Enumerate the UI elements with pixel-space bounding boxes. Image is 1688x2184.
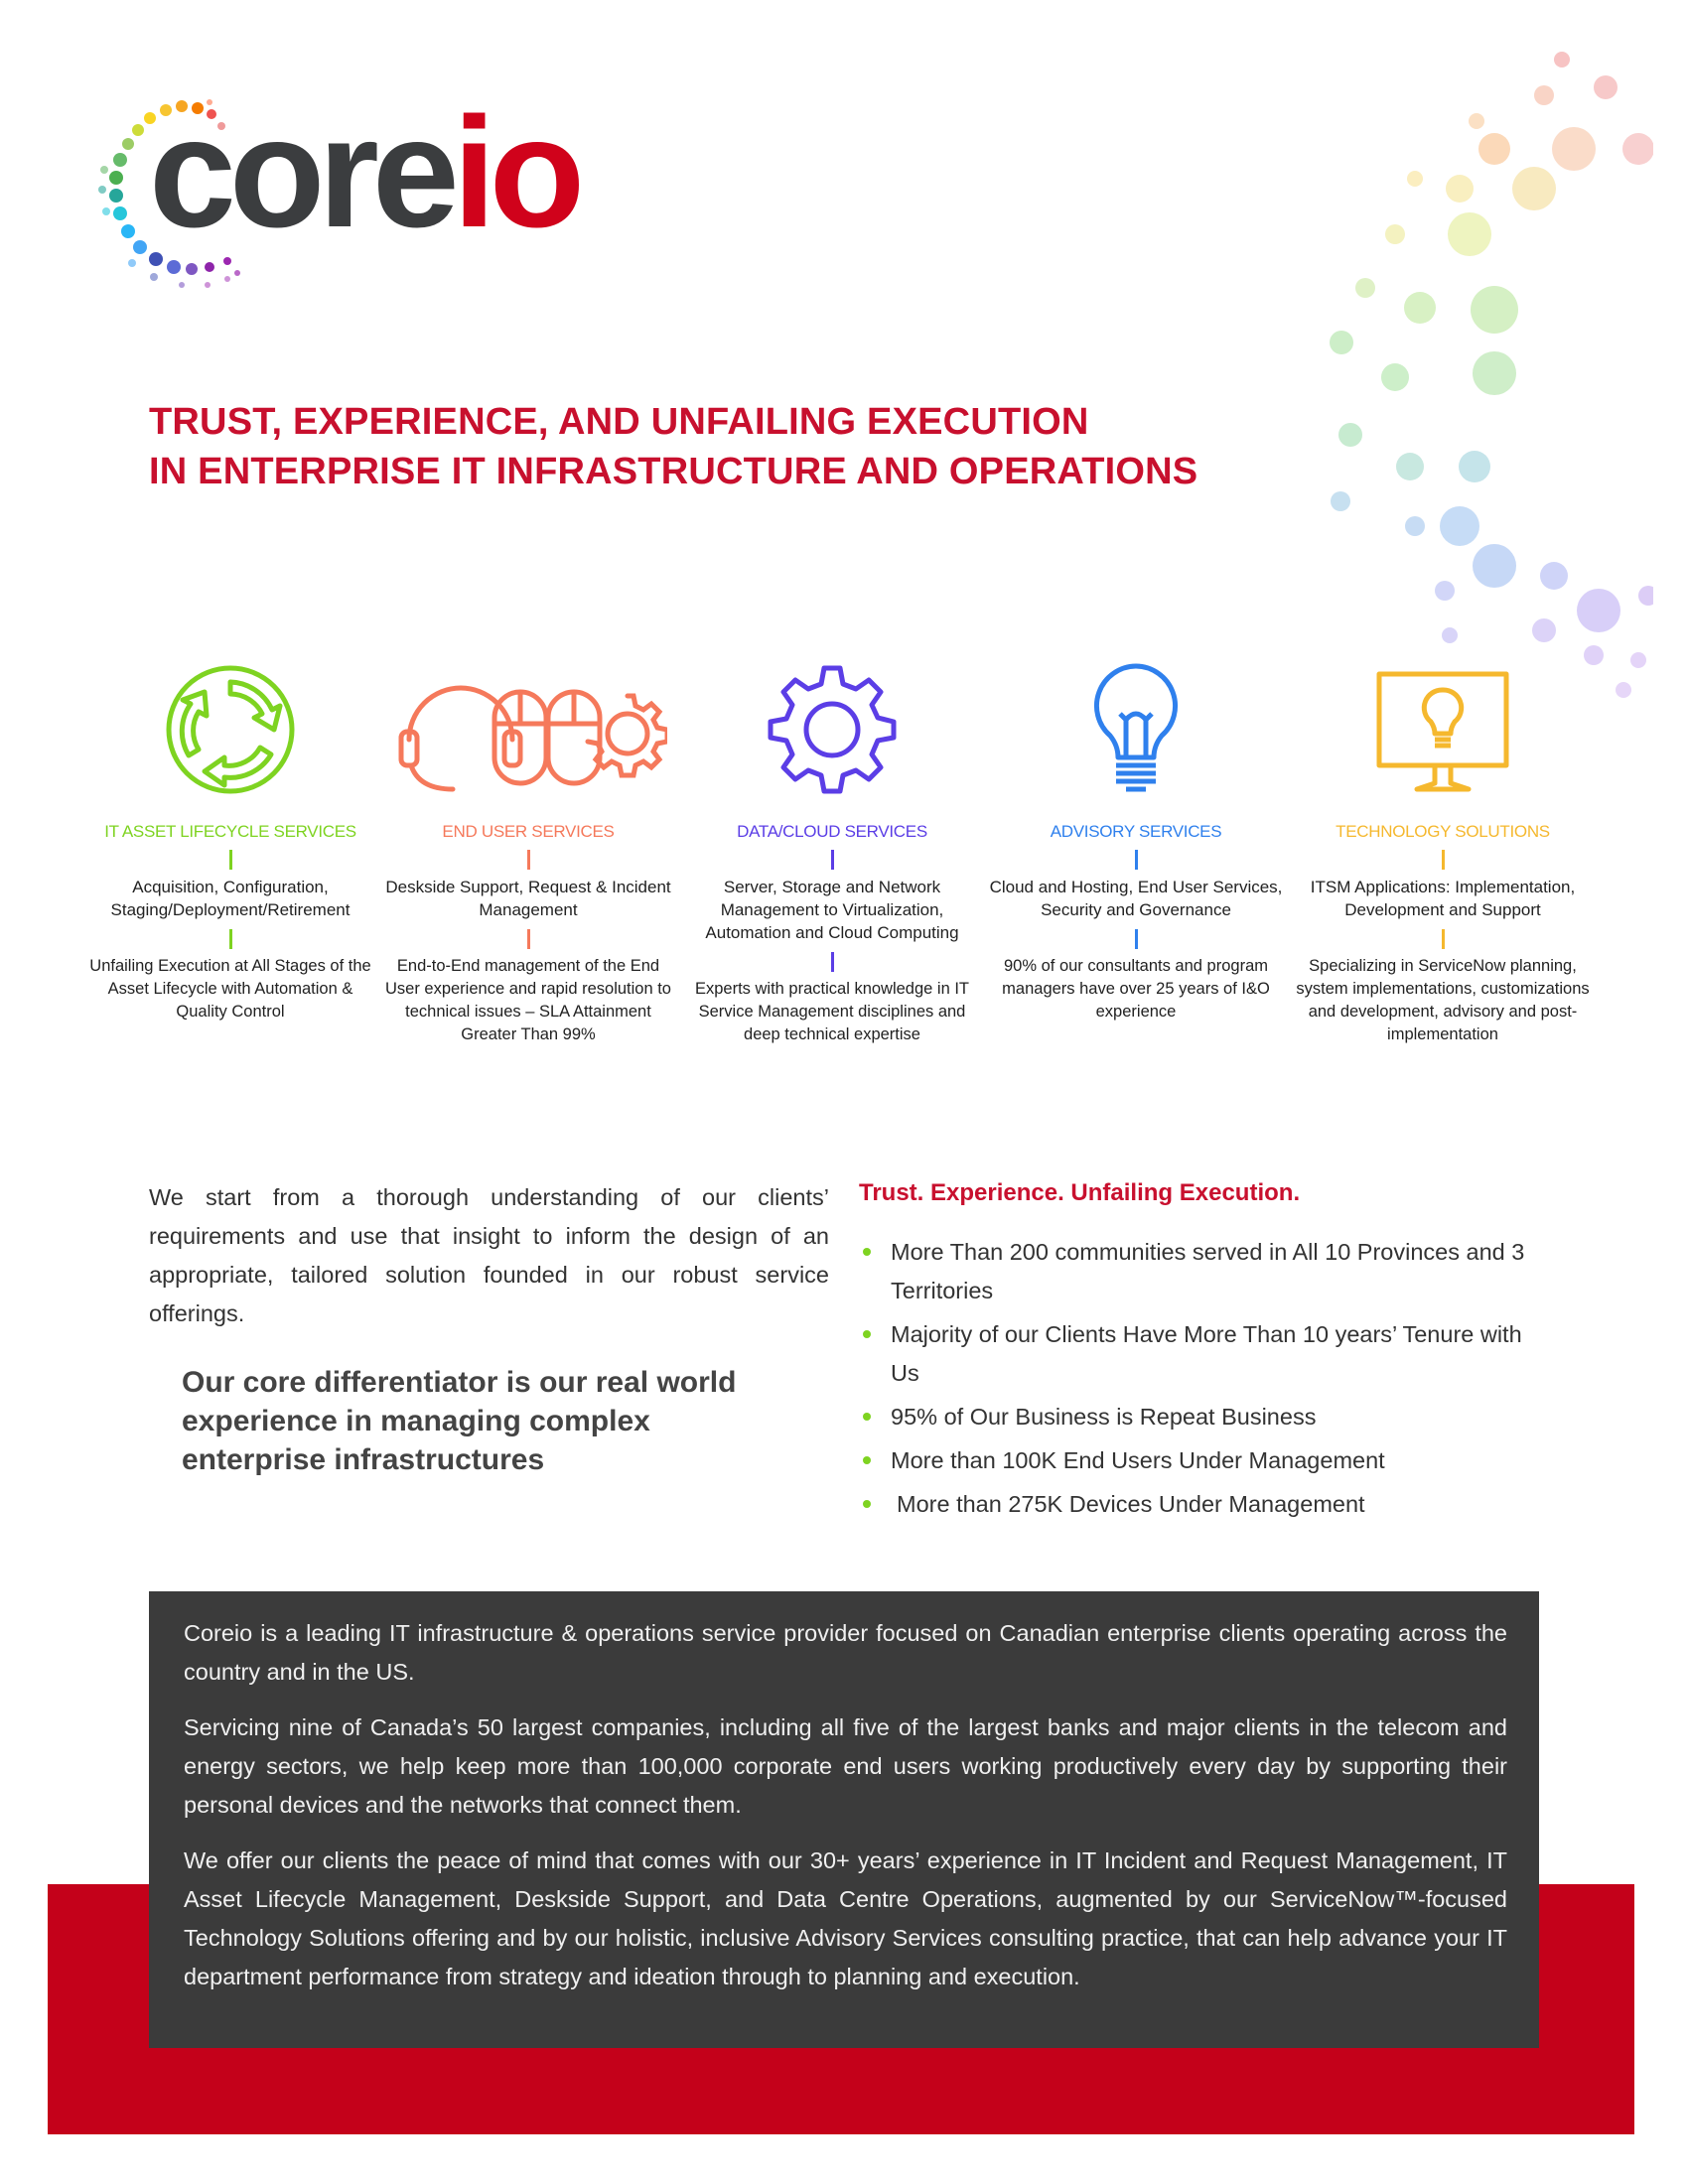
logo-io: io bbox=[452, 85, 579, 260]
divider bbox=[229, 929, 232, 949]
logo-dot bbox=[150, 273, 158, 281]
logo-dot bbox=[113, 206, 127, 220]
decorative-dot bbox=[1478, 133, 1510, 165]
decorative-dot bbox=[1435, 581, 1455, 601]
divider bbox=[527, 850, 530, 870]
page-headline bbox=[149, 397, 1197, 496]
logo-dot bbox=[100, 166, 108, 174]
decorative-dot bbox=[1442, 627, 1458, 643]
logo-dot bbox=[179, 282, 185, 288]
divider bbox=[1442, 929, 1445, 949]
service-technology-solutions bbox=[1294, 655, 1592, 1046]
logo-dot bbox=[113, 153, 127, 167]
about-box bbox=[149, 1591, 1539, 2048]
monitor-lightbulb-icon bbox=[1294, 655, 1592, 804]
about-paragraph: We offer our clients the peace of mind that comes with our 30+ years’ experience in IT Incident and Request Management, IT Asset Lifecycle Management, Deskside Support, and Data Centre Operations, augmented by our ServiceNow™-focused Technology Solutions offering and by our holistic, inclusive Advisory Services consulting practice, that can help advance your IT department performance from strategy and ideation through to planning and execution. bbox=[184, 1847, 1507, 1989]
trust-bullet-list bbox=[859, 1233, 1544, 1529]
decorative-dot bbox=[1594, 75, 1618, 99]
service-title: DATA/CLOUD SERVICES bbox=[737, 822, 927, 841]
list-item: Majority of our Clients Have More Than 10 years’ Tenure with Us bbox=[859, 1315, 1544, 1393]
list-item: More than 275K Devices Under Management bbox=[859, 1485, 1544, 1524]
decorative-dot bbox=[1446, 175, 1474, 203]
divider bbox=[1135, 929, 1138, 949]
differentiator-callout: Our core differentiator is our real world experience in managing complex enterprise infrastructures bbox=[182, 1366, 737, 1476]
service-end-user bbox=[379, 655, 677, 1046]
decorative-dot bbox=[1638, 586, 1653, 606]
headset-mouse-gear-icon bbox=[379, 655, 677, 804]
service-summary: Cloud and Hosting, End User Services, Security and Governance bbox=[989, 878, 1283, 919]
decorative-dot bbox=[1512, 167, 1556, 210]
decorative-dots bbox=[1246, 40, 1653, 715]
divider bbox=[1442, 850, 1445, 870]
intro-paragraph: We start from a thorough understanding of our clients’ requirements and use that insight to inform the design of an appropriate, tailored solution founded in our robust service offerings. bbox=[149, 1184, 829, 1326]
logo-core: core bbox=[149, 85, 453, 260]
decorative-dot bbox=[1622, 133, 1653, 165]
service-title: TECHNOLOGY SOLUTIONS bbox=[1336, 822, 1550, 841]
list-item: More than 100K End Users Under Management bbox=[859, 1441, 1544, 1480]
service-data-cloud bbox=[683, 655, 981, 1046]
service-detail: Experts with practical knowledge in IT Service Management disciplines and deep technical expertise bbox=[694, 980, 970, 1043]
decorative-dot bbox=[1540, 562, 1568, 590]
decorative-dot bbox=[1532, 618, 1556, 642]
divider bbox=[831, 952, 834, 972]
decorative-dot bbox=[1396, 453, 1424, 480]
decorative-dot bbox=[1577, 589, 1620, 632]
lightbulb-icon bbox=[987, 655, 1285, 804]
about-paragraph: Coreio is a leading IT infrastructure & operations service provider focused on Canadian enterprise clients operating across the country and in the US. bbox=[184, 1620, 1507, 1685]
list-item: More Than 200 communities served in All 10 Provinces and 3 Territories bbox=[859, 1233, 1544, 1310]
decorative-dot bbox=[1616, 682, 1631, 698]
service-title: IT ASSET LIFECYCLE SERVICES bbox=[104, 822, 356, 841]
logo-dot bbox=[133, 240, 147, 254]
decorative-dot bbox=[1473, 351, 1516, 395]
decorative-dot bbox=[1407, 171, 1423, 187]
logo-dot bbox=[132, 124, 144, 136]
gear-icon bbox=[683, 655, 981, 804]
logo-dot bbox=[186, 263, 198, 275]
decorative-dot bbox=[1448, 212, 1491, 256]
service-title: END USER SERVICES bbox=[442, 822, 615, 841]
headline-line-1: TRUST, EXPERIENCE, AND UNFAILING EXECUTION bbox=[149, 401, 1089, 443]
service-summary: Deskside Support, Request & Incident Management bbox=[385, 878, 671, 919]
logo-dot bbox=[234, 270, 240, 276]
divider bbox=[527, 929, 530, 949]
divider bbox=[1135, 850, 1138, 870]
service-detail: 90% of our consultants and program managers have over 25 years of I&O experience bbox=[1002, 957, 1270, 1021]
service-detail: End-to-End management of the End User experience and rapid resolution to technical issues – SLA Attainment Greater Than 99% bbox=[384, 957, 671, 1043]
logo-dot bbox=[167, 260, 181, 274]
decorative-dot bbox=[1385, 224, 1405, 244]
logo-dot bbox=[128, 259, 136, 267]
logo-dot bbox=[205, 262, 214, 272]
decorative-dot bbox=[1338, 423, 1362, 447]
decorative-dot bbox=[1534, 85, 1554, 105]
cycle-arrows-icon bbox=[81, 655, 379, 804]
service-title: ADVISORY SERVICES bbox=[1050, 822, 1222, 841]
logo-dot bbox=[122, 138, 134, 150]
list-item: 95% of Our Business is Repeat Business bbox=[859, 1398, 1544, 1436]
decorative-dot bbox=[1471, 286, 1518, 334]
decorative-dot bbox=[1355, 278, 1375, 298]
logo-dot bbox=[102, 207, 110, 215]
logo-dot bbox=[109, 189, 123, 203]
decorative-dot bbox=[1331, 491, 1350, 511]
trust-title: Trust. Experience. Unfailing Execution. bbox=[859, 1179, 1301, 1206]
decorative-dot bbox=[1330, 331, 1353, 354]
logo-dot bbox=[224, 276, 230, 282]
logo-dot bbox=[121, 224, 135, 238]
decorative-dot bbox=[1473, 544, 1516, 588]
service-summary: ITSM Applications: Implementation, Development and Support bbox=[1310, 878, 1576, 919]
service-it-asset-lifecycle bbox=[81, 655, 379, 1024]
decorative-dot bbox=[1469, 113, 1484, 129]
service-summary: Acquisition, Configuration, Staging/Deployment/Retirement bbox=[110, 878, 351, 919]
decorative-dot bbox=[1405, 516, 1425, 536]
headline-line-2: IN ENTERPRISE IT INFRASTRUCTURE AND OPERATIONS bbox=[149, 451, 1198, 492]
decorative-dot bbox=[1440, 506, 1479, 546]
service-advisory bbox=[987, 655, 1285, 1024]
decorative-dot bbox=[1552, 127, 1596, 171]
service-summary: Server, Storage and Network Management to Virtualization, Automation and Cloud Computing bbox=[705, 878, 959, 942]
decorative-dot bbox=[1404, 292, 1436, 324]
logo-dot bbox=[205, 282, 211, 288]
service-detail: Specializing in ServiceNow planning, system implementations, customizations and development, advisory and post-implementation bbox=[1296, 957, 1590, 1043]
decorative-dot bbox=[1381, 363, 1409, 391]
decorative-dot bbox=[1630, 652, 1646, 668]
about-paragraph: Servicing nine of Canada’s 50 largest companies, including all five of the largest banks and major clients in the telecom and energy sectors, we help keep more than 100,000 corporate end users working productively every day by supporting their personal devices and the networks that connect them. bbox=[184, 1714, 1507, 1818]
logo-dot bbox=[98, 186, 106, 194]
logo-dot bbox=[109, 171, 123, 185]
divider bbox=[831, 850, 834, 870]
decorative-dot bbox=[1554, 52, 1570, 68]
logo bbox=[149, 85, 579, 260]
service-detail: Unfailing Execution at All Stages of the Asset Lifecycle with Automation & Quality Control bbox=[89, 957, 371, 1021]
divider bbox=[229, 850, 232, 870]
decorative-dot bbox=[1459, 451, 1490, 482]
